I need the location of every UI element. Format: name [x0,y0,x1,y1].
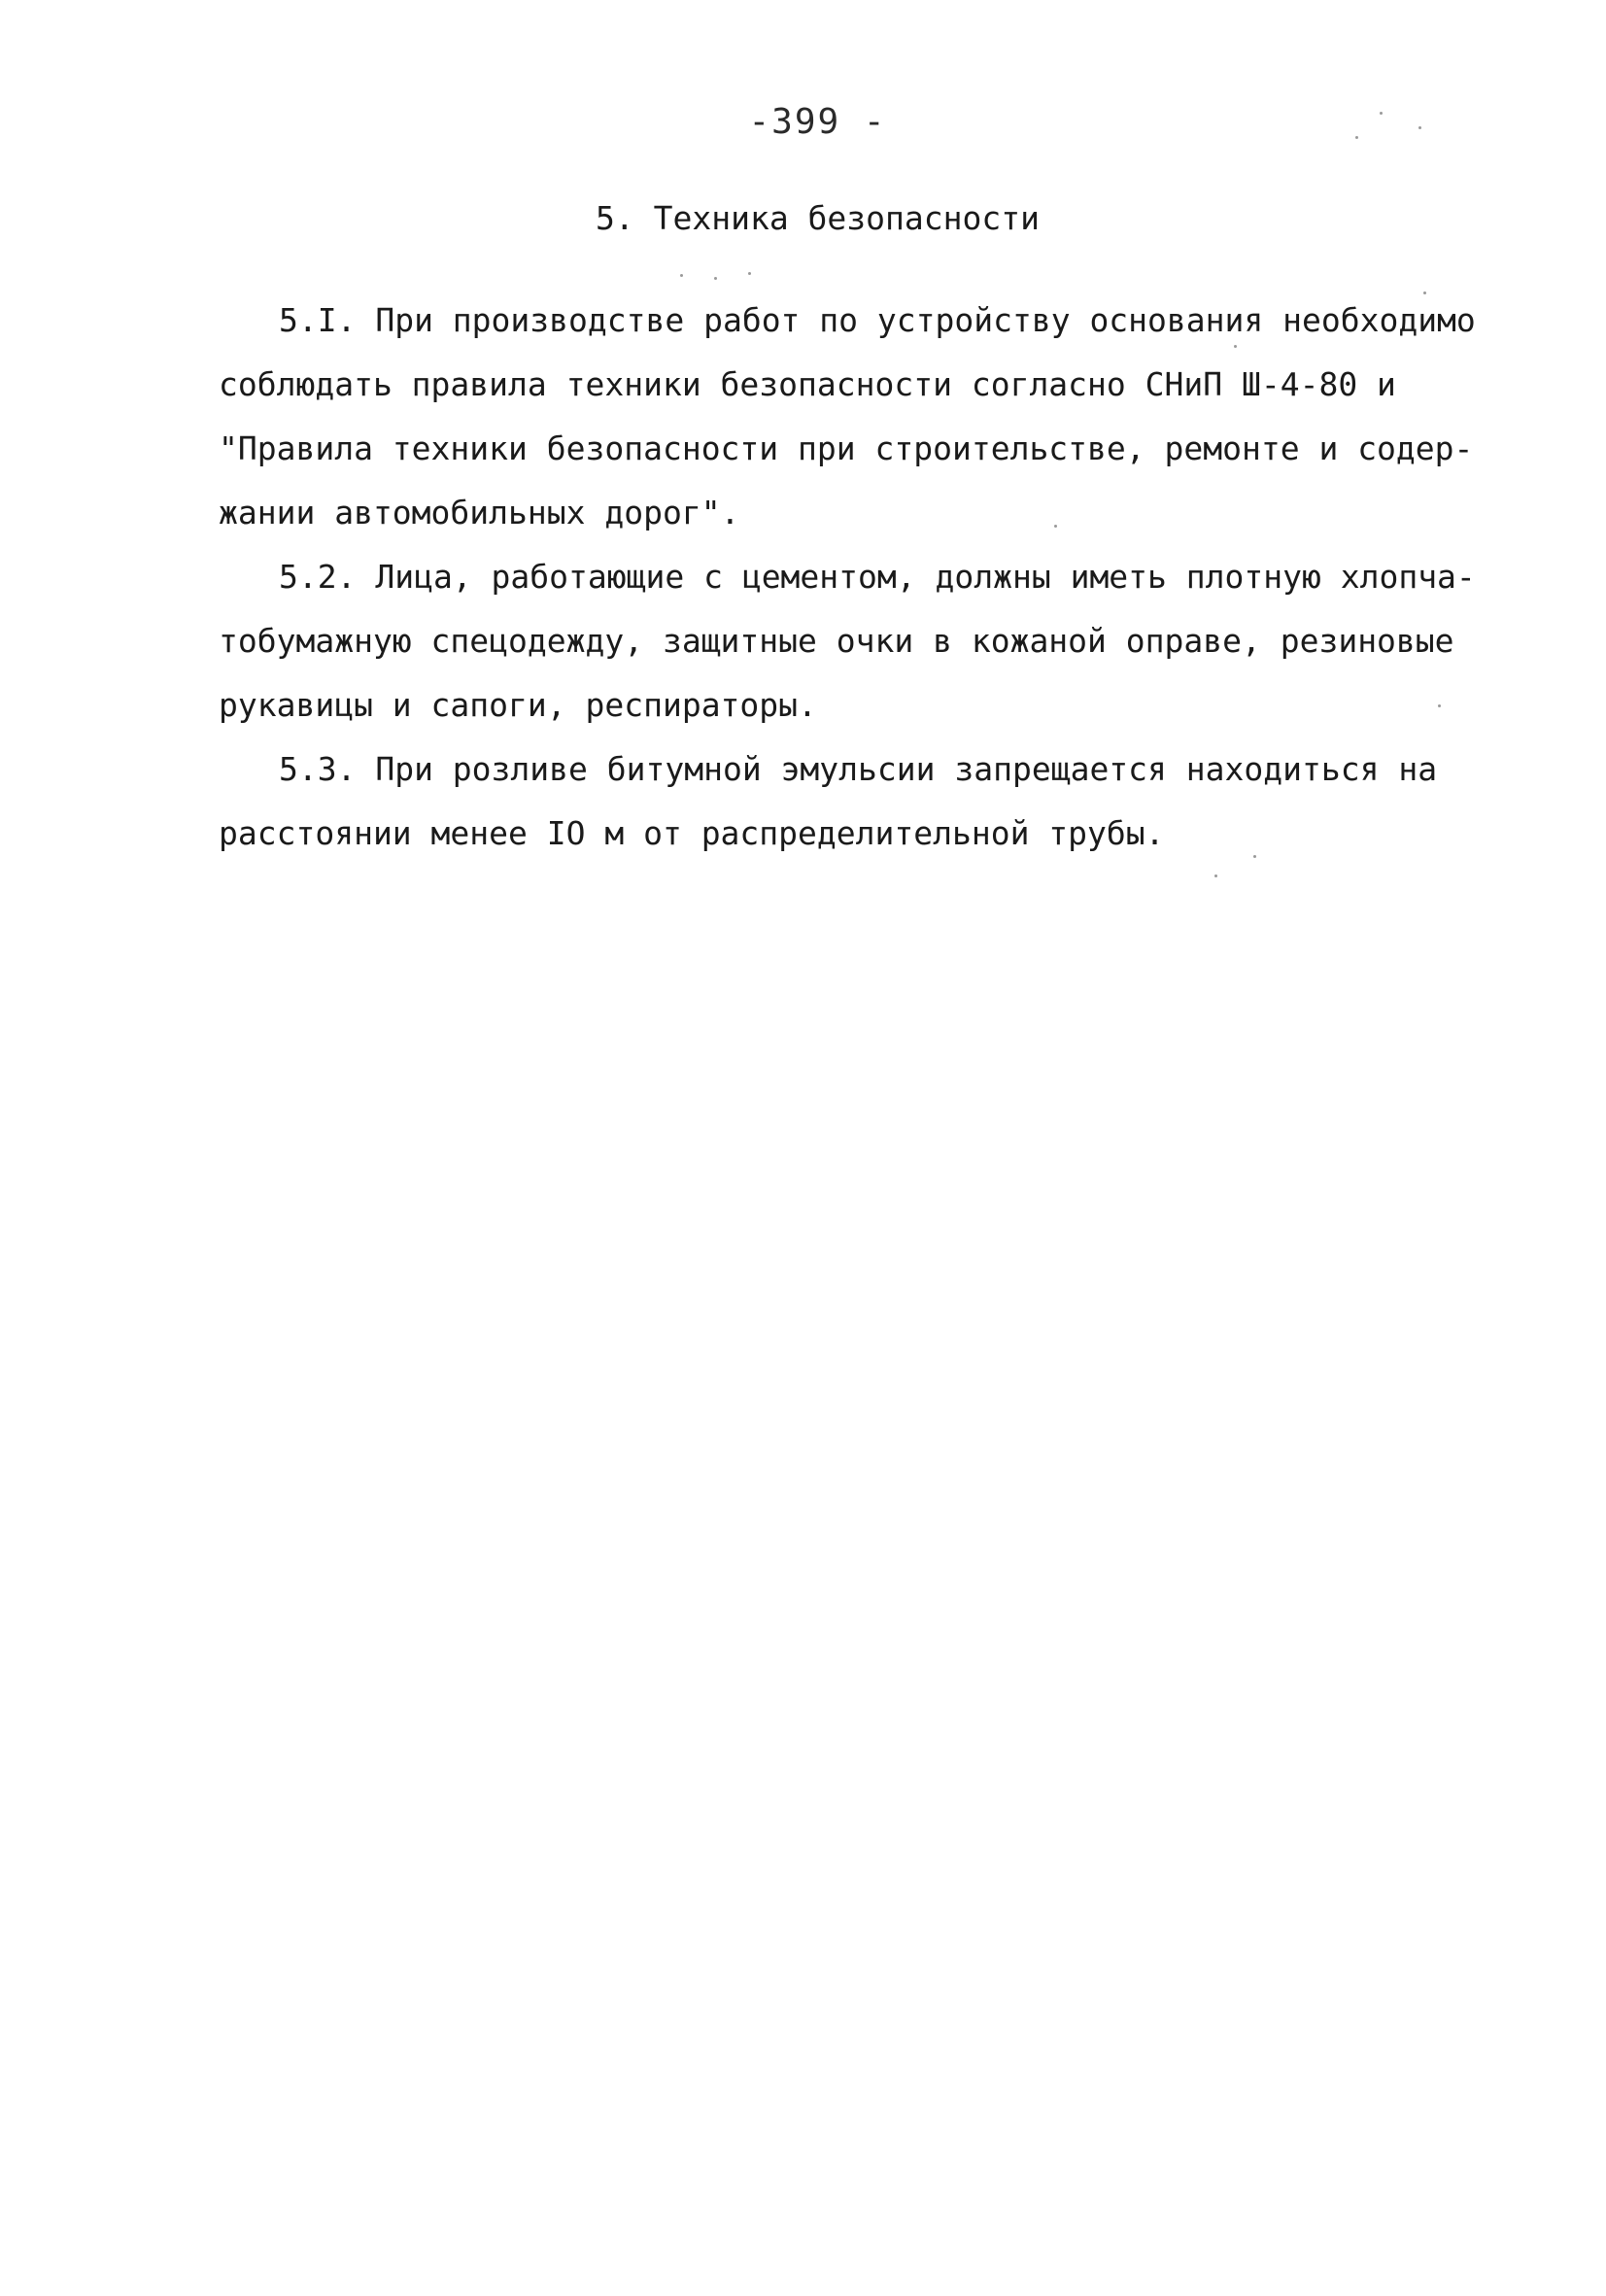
scan-speck [1355,136,1358,139]
text-line: 5.3. При розливе битумной эмульсии запрещается находиться на [279,750,1438,788]
scan-speck [680,274,683,277]
paragraph-5-2 [158,545,1476,737]
scan-speck [1438,704,1441,707]
scan-speck [1234,345,1237,348]
text-line: 5.2. Лица, работающие с цементом, должны иметь плотную хлопча- [279,558,1476,596]
scan-speck [1214,874,1217,877]
scan-speck [1423,291,1426,294]
paragraph-5-1 [158,289,1476,545]
scan-speck [1380,112,1383,115]
text-line: рукавицы и сапоги, респираторы. [219,686,817,724]
text-line: "Правила техники безопасности при строительстве, ремонте и содер- [219,429,1474,467]
text-line: тобумажную спецодежду, защитные очки в кожаной оправе, резиновые [219,622,1454,660]
scan-speck [748,272,751,275]
section-title: 5. Техника безопасности [596,199,1040,237]
scan-speck [1054,525,1057,528]
paragraph-5-3 [158,737,1446,866]
text-line: расстоянии менее IO м от распределительной трубы. [219,814,1165,852]
text-line: соблюдать правила техники безопасности согласно СНиП Ш-4-80 и [219,365,1396,403]
scan-speck [1253,855,1256,858]
text-line: жании автомобильных дорог". [219,494,740,531]
scan-speck [714,277,717,280]
page-number: -399 - [748,102,887,142]
text-line: 5.I. При производстве работ по устройству основания необходимо [279,301,1476,339]
scan-speck [1418,126,1421,129]
document-body [158,289,1476,866]
